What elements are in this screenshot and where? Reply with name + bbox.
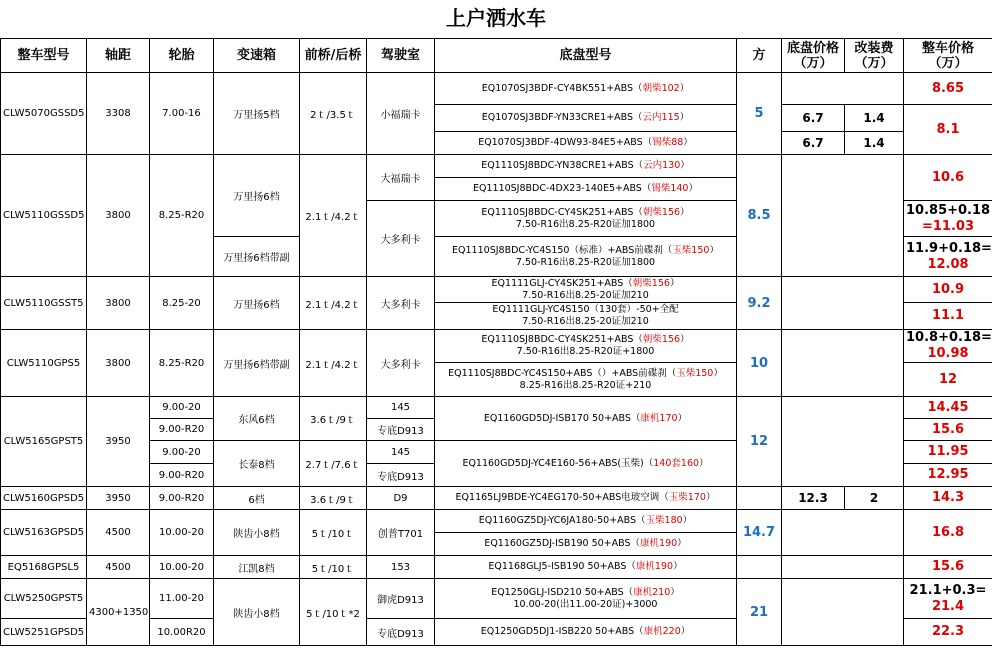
cab-cell: 专底D913 [367, 619, 435, 646]
gearbox-cell: 陕齿小8档 [214, 579, 300, 646]
model-cell: CLW5070GSSD5 [1, 73, 87, 155]
model-cell: CLW5110GSST5 [1, 277, 87, 330]
tire-cell: 7.00-16 [150, 73, 214, 155]
chassis-cell: EQ1070SJ3BDF-YN33CRE1+ABS（云内115） [435, 105, 737, 132]
model-cell: CLW5165GPST5 [1, 397, 87, 487]
axle-cell: 2.1ｔ/4.2ｔ [300, 277, 367, 330]
chassis-cell: EQ1160GD5DJ-YC4E160-56+ABS(玉柴)（140套160） [435, 441, 737, 487]
volume-cell: 14.7 [737, 510, 782, 556]
chassis-price-cell [782, 579, 904, 646]
wheelbase-cell: 3800 [87, 330, 150, 397]
chassis-price-cell [782, 277, 904, 330]
tire-cell: 11.00-20 [150, 579, 214, 619]
mod-fee-cell: 1.4 [845, 132, 904, 155]
gearbox-cell: 陕齿小8档 [214, 510, 300, 556]
mod-fee-cell: 2 [845, 487, 904, 510]
chassis-price-cell: 12.3 [782, 487, 845, 510]
table-row [1, 277, 992, 303]
chassis-cell: EQ1110SJ8BDC-CY4SK251+ABS（朝柴156） 7.50-R16出8.25-R20证+1800 [435, 330, 737, 363]
wheelbase-cell: 3800 [87, 155, 150, 277]
table-row [1, 330, 992, 363]
tire-cell: 8.25-R20 [150, 155, 214, 277]
wheelbase-cell: 3308 [87, 73, 150, 155]
sheet-title: 上户洒水车 [446, 6, 546, 30]
total-price-cell: 10.9 [904, 277, 992, 303]
chassis-price-cell [782, 397, 904, 487]
header-mod-fee: 改装费 （万） [845, 39, 904, 73]
axle-cell: 5ｔ/10ｔ [300, 510, 367, 556]
gearbox-cell: 6档 [214, 487, 300, 510]
wheelbase-cell: 3950 [87, 397, 150, 487]
total-price-cell: 21.1+0.3= 21.4 [904, 579, 992, 619]
chassis-cell: EQ1160GZ5DJ-YC6JA180-50+ABS（玉柴180） [435, 510, 737, 533]
total-price-cell: 11.1 [904, 303, 992, 330]
chassis-cell: EQ1111GLJ-CY4SK251+ABS（朝柴156） 7.50-R16出8.25-20证加210 [435, 277, 737, 303]
cab-cell: 大多利卡 [367, 330, 435, 397]
total-price-cell: 10.6 [904, 155, 992, 201]
axle-cell: 5ｔ/10ｔ [300, 556, 367, 579]
chassis-cell: EQ1110SJ8BDC-YC4S150+ABS（）+ABS前碟刹（玉柴150） 8.25-R16出8.25-R20证+210 [435, 363, 737, 397]
cab-cell: 145 [367, 397, 435, 419]
wheelbase-cell: 3950 [87, 487, 150, 510]
chassis-price-cell [782, 330, 904, 397]
volume-cell: 10 [737, 330, 782, 397]
model-cell: CLW5110GSSD5 [1, 155, 87, 277]
table-row [1, 487, 992, 510]
tire-cell: 9.00-R20 [150, 419, 214, 441]
cab-cell: D9 [367, 487, 435, 510]
header-cab: 驾驶室 [367, 39, 435, 73]
header-volume: 方 [737, 39, 782, 73]
total-price-cell: 15.6 [904, 419, 992, 441]
volume-cell: 5 [737, 73, 782, 155]
total-price-cell: 8.65 [904, 73, 992, 105]
model-cell: CLW5160GPSD5 [1, 487, 87, 510]
model-cell: CLW5250GPST5 [1, 579, 87, 619]
table-row [1, 155, 992, 178]
table-row [1, 556, 992, 579]
chassis-cell: EQ1250GD5DJ1-ISB220 50+ABS（康机220） [435, 619, 737, 646]
total-price-cell: 16.8 [904, 510, 992, 556]
header-row [1, 39, 992, 73]
chassis-cell: EQ1250GLJ-ISD210 50+ABS（康机210） 10.00-20(出11.00-20证)+3000 [435, 579, 737, 619]
axle-cell: 5ｔ/10ｔ*2 [300, 579, 367, 646]
table-row [1, 397, 992, 419]
tire-cell: 9.00-R20 [150, 464, 214, 487]
chassis-cell: EQ1070SJ3BDF-CY4BK551+ABS（朝柴102） [435, 73, 737, 105]
price-table [0, 38, 992, 646]
tire-cell: 10.00R20 [150, 619, 214, 646]
cab-cell: 御虎D913 [367, 579, 435, 619]
total-price-cell: 11.9+0.18= 12.08 [904, 237, 992, 277]
header-tire: 轮胎 [150, 39, 214, 73]
header-wheelbase: 轴距 [87, 39, 150, 73]
cab-cell: 专底D913 [367, 464, 435, 487]
total-price-cell: 14.45 [904, 397, 992, 419]
chassis-price-cell: 6.7 [782, 132, 845, 155]
total-price-cell: 22.3 [904, 619, 992, 646]
volume-cell: 21 [737, 579, 782, 646]
chassis-cell: EQ1110SJ8BDC-4DX23-140E5+ABS（锡柴140） [435, 178, 737, 201]
header-chassis-price: 底盘价格 （万） [782, 39, 845, 73]
gearbox-cell: 东风6档 [214, 397, 300, 441]
model-cell: CLW5110GPS5 [1, 330, 87, 397]
chassis-cell: EQ1110SJ8BDC-YN38CRE1+ABS（云内130） [435, 155, 737, 178]
chassis-cell: EQ1110SJ8BDC-YC4S150（标准）+ABS前碟刹（玉柴150） 7.50-R16出8.25-R20证加1800 [435, 237, 737, 277]
wheelbase-cell: 4300+1350 [87, 579, 150, 646]
total-price-cell: 14.3 [904, 487, 992, 510]
gearbox-cell: 万里扬6档 [214, 155, 300, 237]
axle-cell: 2ｔ/3.5ｔ [300, 73, 367, 155]
gearbox-cell: 万里扬5档 [214, 73, 300, 155]
chassis-price-cell [782, 155, 904, 277]
chassis-cell: EQ1160GD5DJ-ISB170 50+ABS（康机170） [435, 397, 737, 441]
header-total: 整车价格 （万） [904, 39, 992, 73]
cab-cell: 大多利卡 [367, 277, 435, 330]
chassis-cell: EQ1160GZ5DJ-ISB190 50+ABS（康机190） [435, 533, 737, 556]
gearbox-cell: 万里扬6档带副 [214, 330, 300, 397]
cab-cell: 大福瑞卡 [367, 155, 435, 201]
header-chassis: 底盘型号 [435, 39, 737, 73]
gearbox-cell: 江凯8档 [214, 556, 300, 579]
chassis-price-cell [782, 510, 904, 556]
chassis-cell: EQ1111GLJ-YC4S150（130套）-50+全配 7.50-R16出8.25-20证加210 [435, 303, 737, 330]
volume-cell: 8.5 [737, 155, 782, 277]
total-price-cell: 15.6 [904, 556, 992, 579]
total-price-cell: 11.95 [904, 441, 992, 464]
chassis-cell: EQ1110SJ8BDC-CY4SK251+ABS（朝柴156） 7.50-R16出8.25-R20证加1800 [435, 201, 737, 237]
volume-cell: 9.2 [737, 277, 782, 330]
tire-cell: 9.00-20 [150, 397, 214, 419]
header-gearbox: 变速箱 [214, 39, 300, 73]
axle-cell: 2.1ｔ/4.2ｔ [300, 155, 367, 277]
volume-cell [737, 556, 782, 579]
tire-cell: 8.25-20 [150, 277, 214, 330]
model-cell: CLW5251GPSD5 [1, 619, 87, 646]
volume-cell: 12 [737, 397, 782, 487]
total-price-cell: 12 [904, 363, 992, 397]
wheelbase-cell: 4500 [87, 510, 150, 556]
chassis-cell: EQ1070SJ3BDF-4DW93-84E5+ABS（锡柴88） [435, 132, 737, 155]
axle-cell: 3.6ｔ/9ｔ [300, 487, 367, 510]
tire-cell: 8.25-R20 [150, 330, 214, 397]
wheelbase-cell: 4500 [87, 556, 150, 579]
header-axle: 前桥/后桥 [300, 39, 367, 73]
gearbox-cell: 万里扬6档 [214, 277, 300, 330]
cab-cell: 145 [367, 441, 435, 464]
total-price-cell: 12.95 [904, 464, 992, 487]
chassis-price-cell [782, 556, 904, 579]
cab-cell: 创普T701 [367, 510, 435, 556]
cab-cell: 专底D913 [367, 419, 435, 441]
tire-cell: 10.00-20 [150, 510, 214, 556]
tire-cell: 9.00-20 [150, 441, 214, 464]
wheelbase-cell: 3800 [87, 277, 150, 330]
chassis-cell: EQ1168GLJ5-ISB190 50+ABS（康机190） [435, 556, 737, 579]
model-cell: CLW5163GPSD5 [1, 510, 87, 556]
total-price-cell: 10.85+0.18 =11.03 [904, 201, 992, 237]
cab-cell: 大多利卡 [367, 201, 435, 277]
table-row [1, 73, 992, 105]
tire-cell: 9.00-R20 [150, 487, 214, 510]
gearbox-cell: 长泰8档 [214, 441, 300, 487]
chassis-price-cell: 6.7 [782, 105, 845, 132]
mod-fee-cell: 1.4 [845, 105, 904, 132]
cab-cell: 153 [367, 556, 435, 579]
total-price-cell: 8.1 [904, 105, 992, 155]
gearbox-cell: 万里扬6档带副 [214, 237, 300, 277]
chassis-price-cell [782, 73, 904, 105]
tire-cell: 10.00-20 [150, 556, 214, 579]
model-cell: EQ5168GPSL5 [1, 556, 87, 579]
axle-cell: 3.6ｔ/9ｔ [300, 397, 367, 441]
volume-cell [737, 487, 782, 510]
axle-cell: 2.7ｔ/7.6ｔ [300, 441, 367, 487]
total-price-cell: 10.8+0.18= 10.98 [904, 330, 992, 363]
chassis-cell: EQ1165LJ9BDE-YC4EG170-50+ABS电玻空调（玉柴170） [435, 487, 737, 510]
table-row [1, 510, 992, 533]
cab-cell: 小福瑞卡 [367, 73, 435, 155]
header-model: 整车型号 [1, 39, 87, 73]
table-row [1, 579, 992, 619]
axle-cell: 2.1ｔ/4.2ｔ [300, 330, 367, 397]
